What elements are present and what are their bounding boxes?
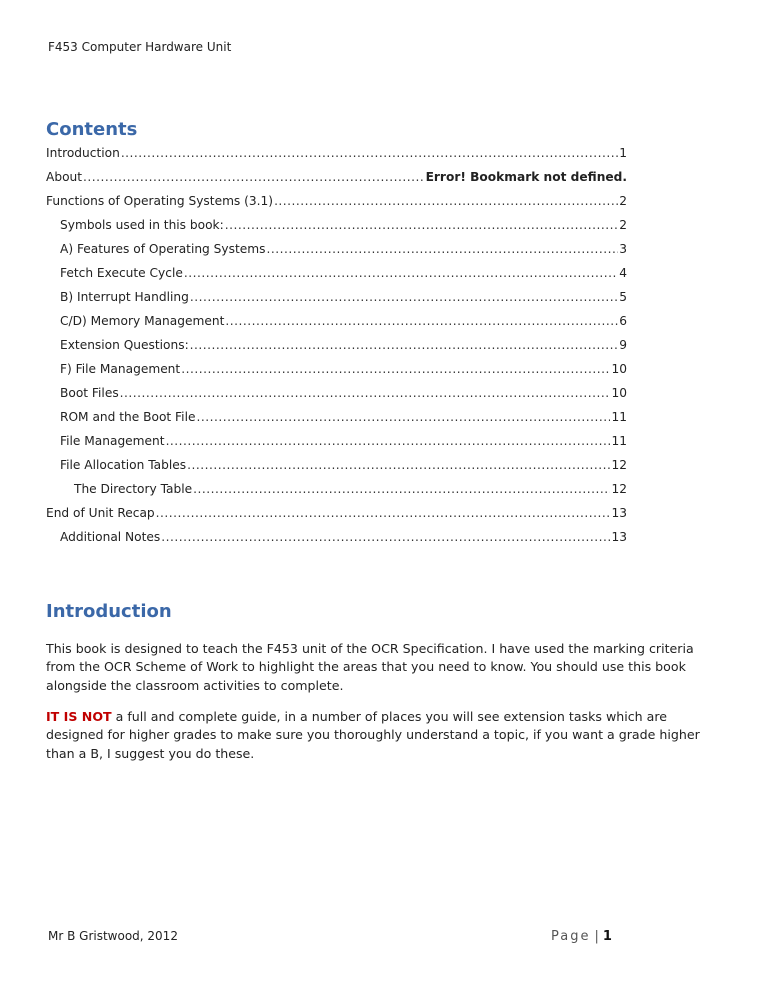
toc-entry-page: 10	[611, 362, 627, 376]
toc-entry-title: A) Features of Operating Systems	[60, 242, 266, 256]
page-separator: |	[594, 929, 599, 944]
table-of-contents	[46, 146, 627, 554]
toc-dot-leader	[156, 506, 611, 520]
toc-entry[interactable]	[46, 434, 627, 458]
page-number: 1	[602, 929, 612, 944]
toc-entry[interactable]	[46, 506, 627, 530]
toc-entry-title: Extension Questions:	[60, 338, 189, 352]
toc-entry-page: 12	[611, 482, 627, 496]
contents-heading: Contents	[46, 119, 138, 140]
toc-dot-leader	[225, 218, 619, 232]
toc-dot-leader	[190, 290, 618, 304]
toc-dot-leader	[161, 530, 610, 544]
toc-entry[interactable]	[46, 242, 627, 266]
toc-dot-leader	[266, 242, 618, 256]
toc-entry-page: 2	[619, 218, 627, 232]
toc-entry-title: ROM and the Boot File	[60, 410, 196, 424]
toc-dot-leader	[83, 170, 425, 184]
introduction-paragraph-1: This book is designed to teach the F453 unit of the OCR Specification. I have used the marking criteria from the OCR Scheme of Work to highlight the areas that you need to know. You should use this book alongside the classroom activities to complete.	[46, 640, 694, 693]
toc-entry-page: 12	[611, 458, 627, 472]
introduction-heading: Introduction	[46, 601, 172, 622]
toc-entry[interactable]	[46, 362, 627, 386]
toc-entry[interactable]	[46, 314, 627, 338]
toc-entry-page: 1	[619, 146, 627, 160]
toc-entry[interactable]	[46, 146, 627, 170]
toc-entry-page: 11	[611, 410, 627, 424]
page-header: F453 Computer Hardware Unit	[48, 40, 232, 54]
toc-entry-page: 4	[619, 266, 627, 280]
toc-dot-leader	[193, 482, 610, 496]
toc-entry[interactable]	[46, 266, 627, 290]
footer-page-number	[551, 929, 612, 944]
toc-entry-title: B) Interrupt Handling	[60, 290, 189, 304]
page-label: Page	[551, 929, 591, 944]
emphasis-text: IT IS NOT	[46, 708, 112, 724]
toc-dot-leader	[120, 386, 611, 400]
toc-entry-page: 11	[611, 434, 627, 448]
toc-dot-leader	[274, 194, 618, 208]
toc-entry-title: F) File Management	[60, 362, 181, 376]
toc-entry-title: Additional Notes	[60, 530, 161, 544]
toc-entry-title: About	[46, 170, 83, 184]
toc-dot-leader	[187, 458, 610, 472]
toc-entry-title: C/D) Memory Management	[60, 314, 225, 328]
toc-entry-title: File Allocation Tables	[60, 458, 187, 472]
toc-entry[interactable]	[46, 170, 627, 194]
toc-entry[interactable]	[46, 338, 627, 362]
toc-dot-leader	[196, 410, 610, 424]
toc-entry[interactable]	[46, 482, 627, 506]
toc-entry-page: 10	[611, 386, 627, 400]
toc-entry-page: 9	[619, 338, 627, 352]
toc-entry-page: 6	[619, 314, 627, 328]
toc-dot-leader	[181, 362, 610, 376]
toc-entry[interactable]	[46, 410, 627, 434]
toc-entry[interactable]	[46, 386, 627, 410]
toc-entry-title: Introduction	[46, 146, 120, 160]
toc-dot-leader	[225, 314, 618, 328]
toc-entry-page: 13	[611, 506, 627, 520]
toc-entry[interactable]	[46, 458, 627, 482]
toc-entry-page: 5	[619, 290, 627, 304]
toc-entry-title: Boot Files	[60, 386, 119, 400]
toc-entry-page: Error! Bookmark not defined.	[425, 170, 627, 184]
toc-dot-leader	[121, 146, 618, 160]
toc-dot-leader	[166, 434, 611, 448]
footer-author: Mr B Gristwood, 2012	[48, 929, 178, 943]
toc-entry[interactable]	[46, 290, 627, 314]
toc-entry-title: File Management	[60, 434, 165, 448]
toc-entry-title: Symbols used in this book:	[60, 218, 224, 232]
toc-entry-title: Functions of Operating Systems (3.1)	[46, 194, 274, 208]
toc-entry-page: 3	[619, 242, 627, 256]
toc-entry[interactable]	[46, 530, 627, 554]
paragraph-2-text: a full and complete guide, in a number of places you will see extension tasks which are designed for higher grades to make sure you thoroughly understand a topic, if you want a grade higher than a B, I suggest you do these.	[46, 708, 700, 761]
toc-entry-page: 2	[619, 194, 627, 208]
toc-entry[interactable]	[46, 194, 627, 218]
toc-entry-page: 13	[611, 530, 627, 544]
introduction-paragraph-2	[46, 708, 706, 764]
toc-dot-leader	[190, 338, 619, 352]
toc-entry-title: Fetch Execute Cycle	[60, 266, 183, 280]
toc-dot-leader	[184, 266, 618, 280]
toc-entry[interactable]	[46, 218, 627, 242]
toc-entry-title: The Directory Table	[74, 482, 193, 496]
toc-entry-title: End of Unit Recap	[46, 506, 155, 520]
